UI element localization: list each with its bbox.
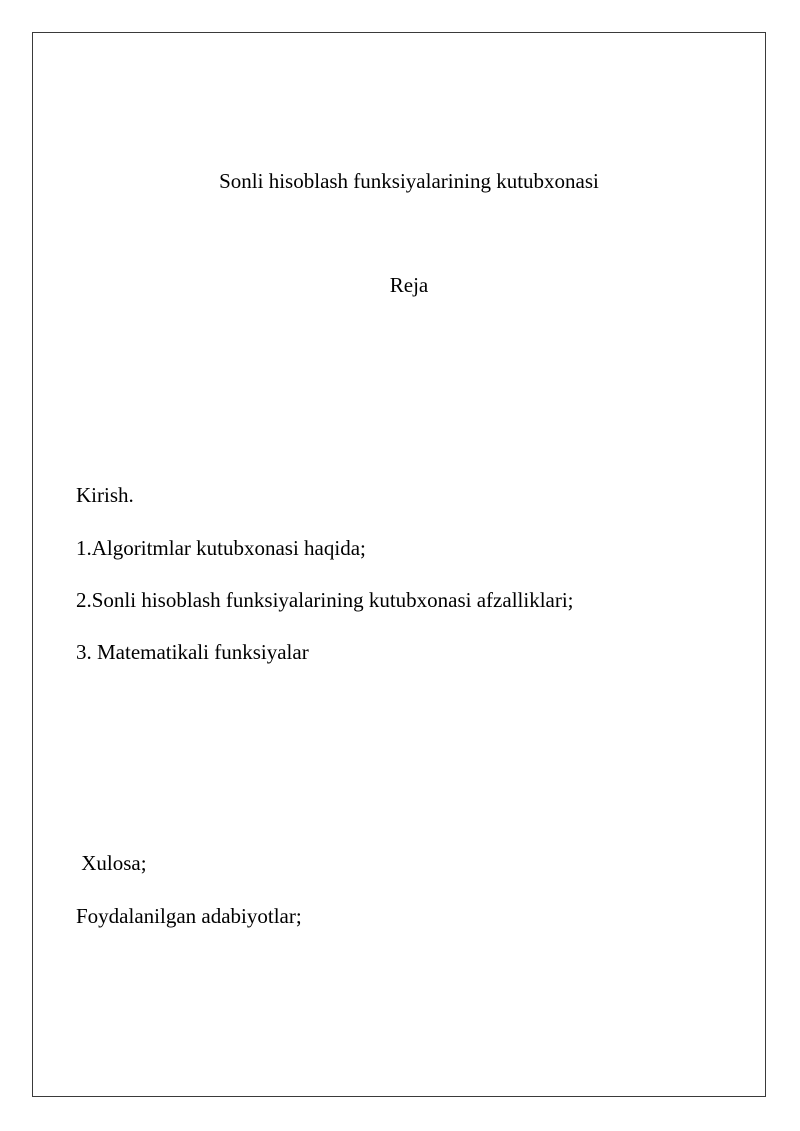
- plan-item-2: 2.Sonli hisoblash funksiyalarining kutubxonasi afzalliklari;: [76, 588, 574, 612]
- plan-heading: Reja: [389, 273, 429, 297]
- document-title: Sonli hisoblash funksiyalarining kutubxonasi: [219, 169, 599, 193]
- intro-item: Kirish.: [76, 483, 134, 507]
- references-item: Foydalanilgan adabiyotlar;: [76, 904, 302, 928]
- conclusion-item: Xulosa;: [76, 851, 147, 875]
- plan-item-3: 3. Matematikali funksiyalar: [76, 640, 309, 664]
- plan-item-1: 1.Algoritmlar kutubxonasi haqida;: [76, 536, 366, 560]
